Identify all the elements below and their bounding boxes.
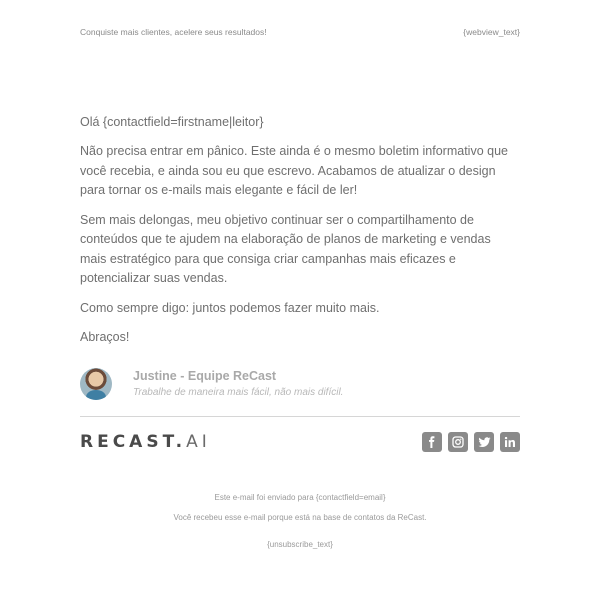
footer-sent-to: Este e-mail foi enviado para {contactfield=email} [214, 492, 386, 502]
divider [80, 416, 520, 417]
brand-row [80, 432, 520, 452]
logo-main: RECAST. [80, 431, 187, 452]
logo-suffix: AI [186, 431, 211, 452]
top-bar [80, 27, 520, 37]
facebook-icon[interactable] [422, 432, 442, 452]
twitter-icon[interactable] [474, 432, 494, 452]
footer-reason: Você recebeu esse e-mail porque está na base de contatos da ReCast. [173, 512, 427, 522]
email-container [80, 0, 520, 549]
avatar [80, 368, 112, 400]
unsubscribe-link[interactable]: {unsubscribe_text} [267, 539, 333, 549]
recast-logo[interactable] [80, 432, 211, 452]
greeting: Olá {contactfield=firstname|leitor} [80, 115, 264, 129]
footer [80, 493, 520, 549]
paragraph-motto: Como sempre digo: juntos podemos fazer muito mais. [80, 300, 380, 315]
paragraph-intro: Não precisa entrar em pânico. Este ainda é o mesmo boletim informativo que você recebia, e ainda sou eu que escrevo. Acabamos de atualizar o design para tornar os e-mails mais elegante e fácil de ler! [80, 144, 508, 197]
webview-link[interactable]: {webview_text} [463, 27, 520, 37]
signature-text [133, 369, 343, 398]
paragraph-objective: Sem mais delongas, meu objetivo continuar ser o compartilhamento de conteúdos que te ajudem na elaboração de planos de marketing e vendas mais estratégico para que consiga criar campanhas mais eficazes e potencializar suas vendas. [80, 212, 491, 285]
linkedin-icon[interactable] [500, 432, 520, 452]
paragraph-signoff: Abraços! [80, 330, 130, 344]
instagram-icon[interactable] [448, 432, 468, 452]
signature-name: Justine - Equipe ReCast [133, 369, 277, 383]
signature [80, 368, 520, 400]
social-links [422, 432, 520, 452]
preheader-text: Conquiste mais clientes, acelere seus resultados! [80, 27, 267, 37]
signature-tagline: Trabalhe de maneira mais fácil, não mais difícil. [133, 387, 344, 398]
